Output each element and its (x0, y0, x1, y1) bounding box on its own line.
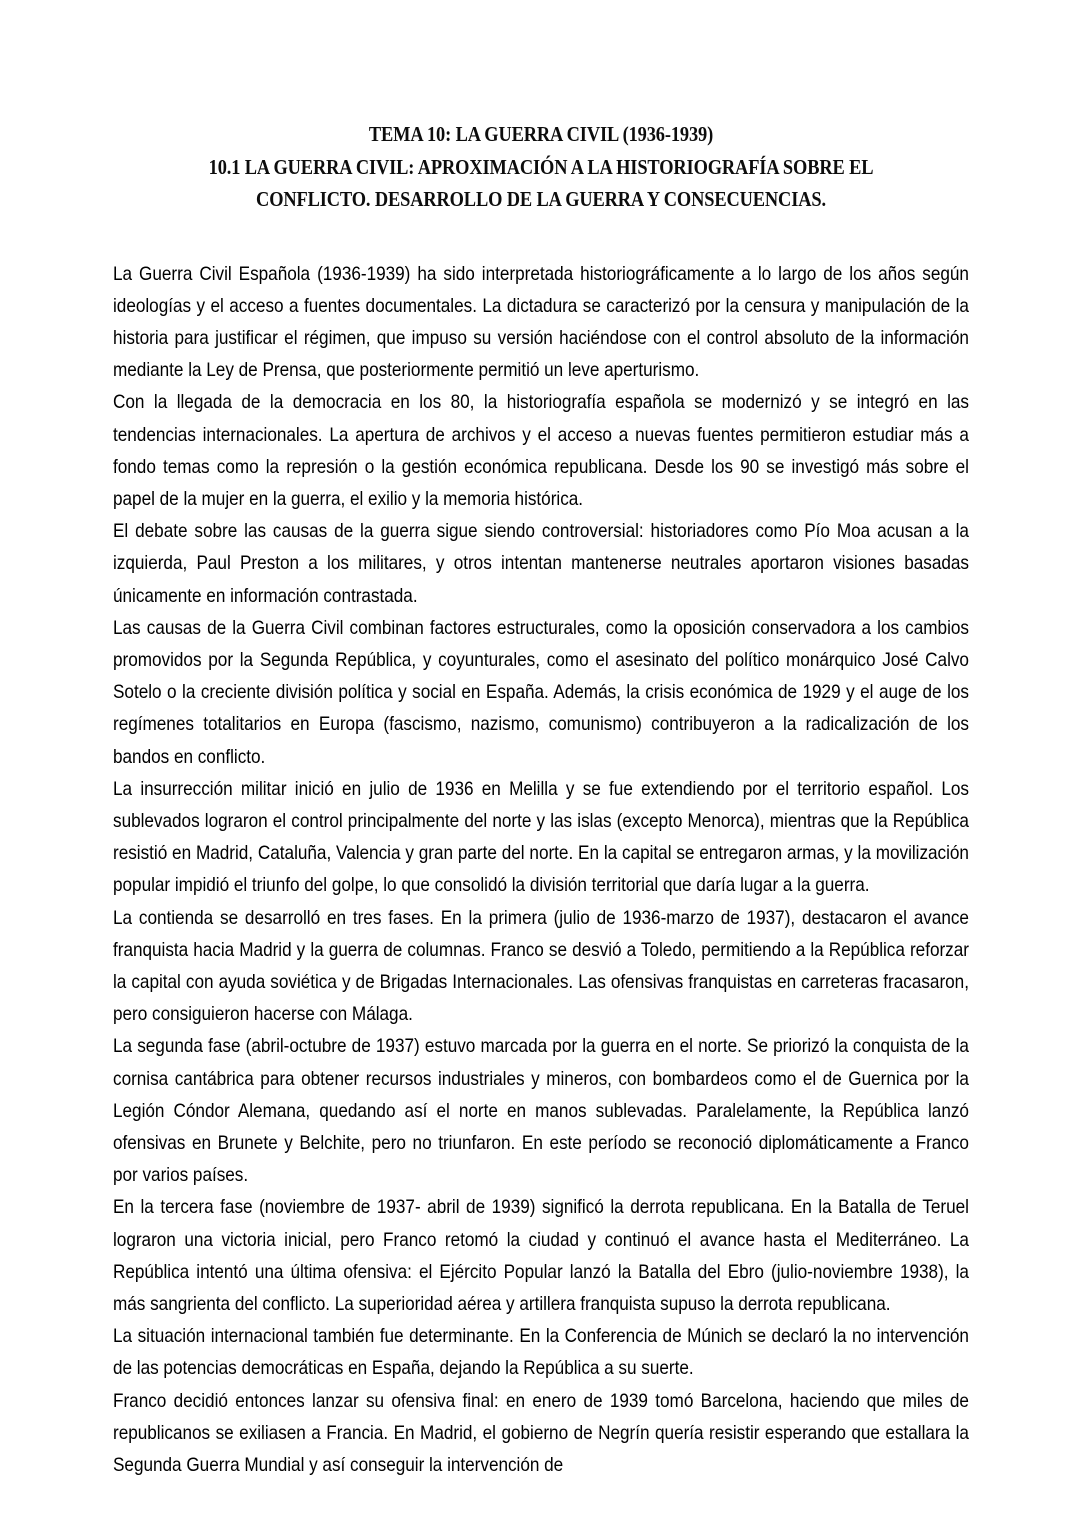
paragraph (113, 1030, 969, 1191)
paragraph (113, 902, 969, 1031)
paragraph-text: La contienda se desarrolló en tres fases. En la primera (julio de 1936-marzo de 1937), destacaron el avance franquista hacia Madrid y la guerra de columnas. Franco se desvió a Toledo, permitiendo a la República reforzar la capital con ayuda soviética y de Brigadas Internacionales. Las ofensivas franquistas en carreteras fracasaron, pero consiguieron hacerse con Málaga. (113, 906, 969, 1026)
page-title (113, 118, 969, 216)
paragraph-text: La insurrección militar inició en julio de 1936 en Melilla y se fue extendiendo por el territorio español. Los sublevados lograron el control principalmente del norte y las islas (excepto Menorca), mientras que la República resistió en Madrid, Cataluña, Valencia y gran parte del norte. En la capital se entregaron armas, y la movilización popular impidió el triunfo del golpe, lo que consolidó la división territorial que daría lugar a la guerra. (113, 777, 969, 897)
paragraph-text: La situación internacional también fue determinante. En la Conferencia de Múnich se declaró la no intervención de las potencias democráticas en España, dejando la República a su suerte. (113, 1325, 969, 1380)
paragraph (113, 515, 969, 612)
paragraph (113, 1191, 969, 1320)
paragraph-text: La segunda fase (abril-octubre de 1937) estuvo marcada por la guerra en el norte. Se priorizó la conquista de la cornisa cantábrica para obtener recursos industriales y mineros, con bombardeos como el de Guernica por la Legión Cóndor Alemana, quedando así el norte en manos sublevadas. Paralelamente, la República lanzó ofensivas en Brunete y Belchite, pero no triunfaron. En este período se reconoció diplomáticamente a Franco por varios países. (113, 1035, 969, 1187)
title-line-1: TEMA 10: LA GUERRA CIVIL (1936-1939) (368, 122, 714, 146)
title-line-2: 10.1 LA GUERRA CIVIL: APROXIMACIÓN A LA HISTORIOGRAFÍA SOBRE EL (208, 154, 874, 179)
paragraph (113, 1320, 969, 1384)
paragraph-text: Franco decidió entonces lanzar su ofensiva final: en enero de 1939 tomó Barcelona, haciendo que miles de republicanos se exiliasen a Francia. En Madrid, el gobierno de Negrín quería resistir esperando que estallara la Segunda Guerra Mundial y así conseguir la intervención de (113, 1389, 969, 1477)
title-line-3: CONFLICTO. DESARROLLO DE LA GUERRA Y CONSECUENCIAS. (256, 187, 826, 211)
document-content (113, 118, 969, 1481)
paragraph (113, 1385, 969, 1482)
paragraph-text: Las causas de la Guerra Civil combinan factores estructurales, como la oposición conservadora a los cambios promovidos por la Segunda República, y coyunturales, como el asesinato del político monárquico José Calvo Sotelo o la creciente división política y social en España. Además, la crisis económica de 1929 y el auge de los regímenes totalitarios en Europa (fascismo, nazismo, comunismo) contribuyeron a la radicalización de los bandos en conflicto. (113, 616, 969, 768)
paragraph (113, 258, 969, 387)
paragraph (113, 773, 969, 902)
paragraph (113, 612, 969, 773)
paragraph-text: Con la llegada de la democracia en los 80, la historiografía española se modernizó y se integró en las tendencias internacionales. La apertura de archivos y el acceso a nuevas fuentes permitieron estudiar más a fondo temas como la represión o la gestión económica republicana. Desde los 90 se investigó más sobre el papel de la mujer en la guerra, el exilio y la memoria histórica. (113, 391, 969, 510)
paragraph-text: En la tercera fase (noviembre de 1937- abril de 1939) significó la derrota republicana. En la Batalla de Teruel lograron una victoria inicial, pero Franco retomó la ciudad y continuó el avance hasta el Mediterráneo. La República intentó una última ofensiva: el Ejército Popular lanzó la Batalla del Ebro (julio-noviembre 1938), la más sangrienta del conflicto. La superioridad aérea y artillera franquista supuso la derrota republicana. (113, 1196, 969, 1315)
paragraph (113, 386, 969, 515)
paragraph-text: La Guerra Civil Española (1936-1939) ha sido interpretada historiográficamente a lo largo de los años según ideologías y el acceso a fuentes documentales. La dictadura se caracterizó por la censura y manipulación de la historia para justificar el régimen, que impuso su versión haciéndose con el control absoluto de la información mediante la Ley de Prensa, que posteriormente permitió un leve aperturismo. (113, 262, 969, 382)
document-body (113, 258, 969, 1482)
paragraph-text: El debate sobre las causas de la guerra sigue siendo controversial: historiadores como Pío Moa acusan a la izquierda, Paul Preston a los militares, y otros intentan mantenerse neutrales aportaron visiones basadas únicamente en información contrastada. (113, 520, 969, 607)
